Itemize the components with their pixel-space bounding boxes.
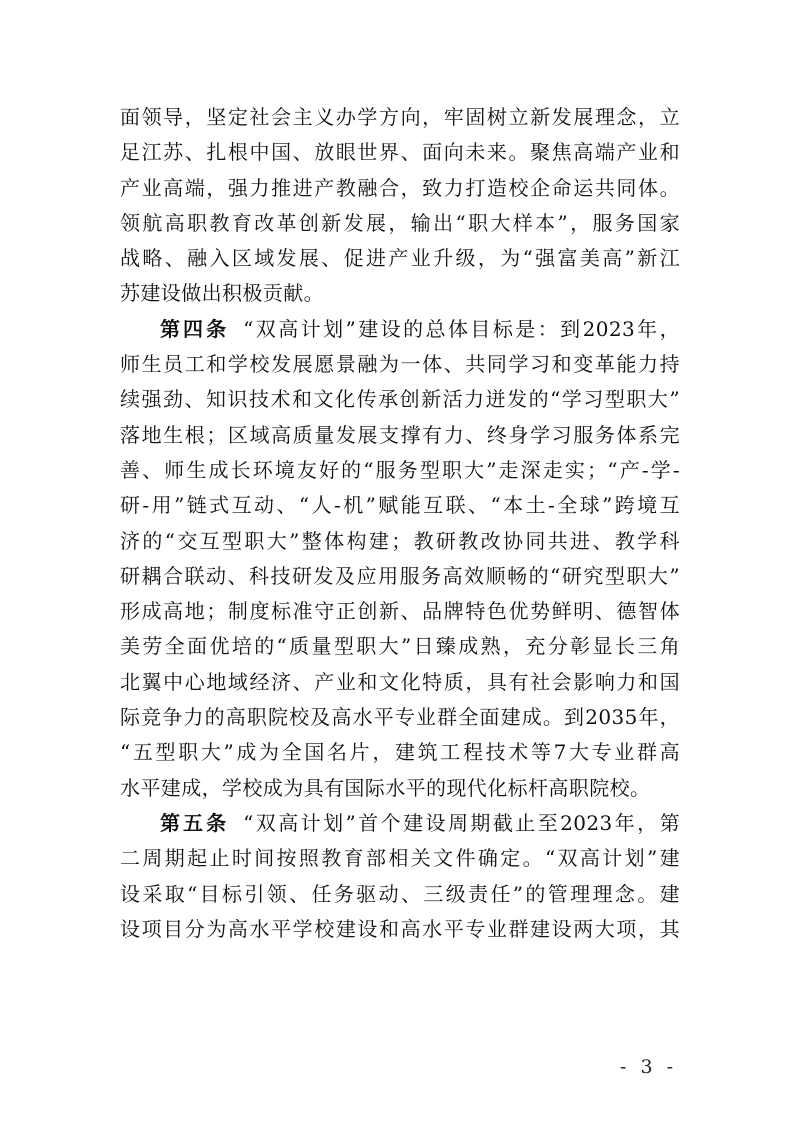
article-5-text: “双高计划”首个建设周期截止至2023年，第 — [243, 810, 680, 835]
paragraph-1-line: 苏建设做出积极贡献。 — [120, 281, 324, 306]
paragraph-2-line: 师生员工和学校发展愿景融为一体、共同学习和变革能力持 — [120, 352, 680, 377]
paragraph-2-line: 研耦合联动、科技研发及应用服务高效顺畅的“研究型职大” — [120, 563, 680, 588]
paragraph-2-line: 北翼中心地域经济、产业和文化特质，具有社会影响力和国 — [120, 669, 680, 694]
article-4-label: 第四条 — [160, 316, 230, 341]
article-5-label: 第五条 — [160, 810, 230, 835]
article-4-text: “双高计划”建设的总体目标是：到2023年， — [243, 316, 680, 341]
paragraph-2-line: 际竞争力的高职院校及高水平专业群全面建成。到2035年， — [120, 705, 680, 730]
paragraph-2-line: 落地生根；区域高质量发展支撑有力、终身学习服务体系完 — [120, 422, 680, 447]
paragraph-3-line: 设采取“目标引领、任务驱动、三级责任”的管理理念。建 — [120, 881, 680, 906]
article-5-first-line — [120, 806, 680, 841]
paragraph-1-line: 面领导，坚定社会主义办学方向，牢固树立新发展理念，立 — [120, 105, 680, 129]
paragraph-1-line: 领航高职教育改革创新发展，输出“职大样本”，服务国家 — [120, 210, 680, 235]
paragraph-2-line: 形成高地；制度标准守正创新、品牌特色优势鲜明、德智体 — [120, 599, 680, 624]
paragraph-3-line: 设项目分为高水平学校建设和高水平专业群建设两大项，其 — [120, 916, 680, 941]
paragraph-2-line: 研-用”链式互动、“人-机”赋能互联、“本土-全球”跨境互 — [120, 493, 680, 518]
page-number: - 3 - — [619, 1056, 677, 1078]
article-4-first-line — [120, 312, 680, 347]
body-text — [120, 100, 680, 947]
paragraph-2-line: 续强劲、知识技术和文化传承创新活力迸发的“学习型职大” — [120, 387, 680, 412]
paragraph-2-line: 美劳全面优培的“质量型职大”日臻成熟，充分彰显长三角 — [120, 634, 680, 659]
paragraph-1-line: 足江苏、扎根中国、放眼世界、面向未来。聚焦高端产业和 — [120, 140, 680, 165]
paragraph-2-line: 善、师生成长环境友好的“服务型职大”走深走实；“产-学- — [120, 457, 680, 482]
paragraph-2-line: 济的“交互型职大”整体构建；教研教改协同共进、教学科 — [120, 528, 680, 553]
paragraph-2-line: “五型职大”成为全国名片，建筑工程技术等7大专业群高 — [120, 740, 680, 765]
paragraph-1-line: 产业高端，强力推进产教融合，致力打造校企命运共同体。 — [120, 175, 680, 200]
paragraph-3-line: 二周期起止时间按照教育部相关文件确定。“双高计划”建 — [120, 846, 680, 871]
paragraph-1-line: 战略、融入区域发展、促进产业升级，为“强富美高”新江 — [120, 246, 680, 271]
paragraph-2-line: 水平建成，学校成为具有国际水平的现代化标杆高职院校。 — [120, 775, 651, 800]
